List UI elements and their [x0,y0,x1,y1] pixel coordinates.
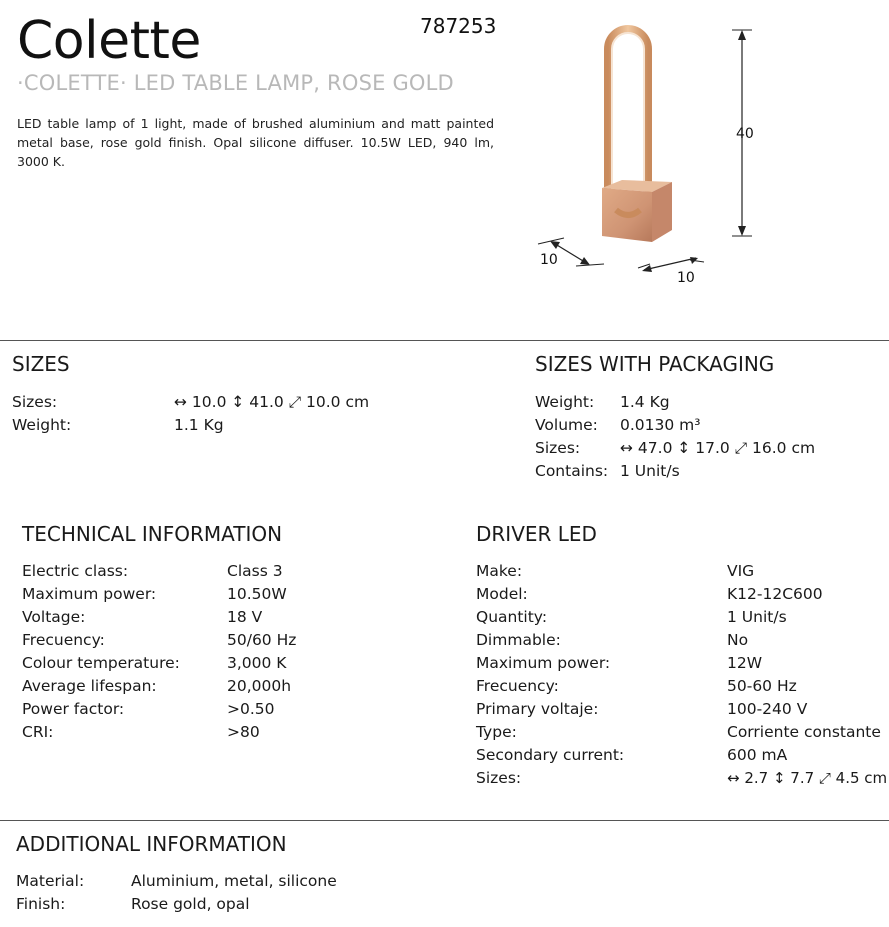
driver-value: No [727,631,749,649]
driver-value: K12-12C600 [727,585,823,603]
driver-row [476,767,887,790]
product-subtitle: ·COLETTE· LED TABLE LAMP, ROSE GOLD [17,71,454,95]
driver-value: 600 mA [727,746,788,764]
product-code: 787253 [420,14,497,38]
technical-row [22,652,442,675]
driver-section-title: DRIVER LED [476,522,597,546]
driver-label: Frecuency: [476,677,559,695]
packaging-section-title: SIZES WITH PACKAGING [535,352,775,376]
driver-label: Maximum power: [476,654,611,672]
driver-label: Primary voltaje: [476,700,599,718]
technical-section-title: TECHNICAL INFORMATION [22,522,283,546]
lamp-dimension-diagram [520,20,760,290]
technical-value: 20,000h [227,677,292,695]
technical-table [22,560,442,744]
driver-value: 50-60 Hz [727,677,797,695]
packaging-value: 1 Unit/s [620,462,680,480]
technical-label: Power factor: [22,700,125,718]
technical-row [22,698,442,721]
technical-row [22,629,442,652]
additional-section-title: ADDITIONAL INFORMATION [16,832,287,856]
section-divider [0,340,889,341]
packaging-label: Contains: [535,462,609,480]
section-divider [0,820,889,821]
driver-label: Model: [476,585,528,603]
width-dimension-label: 10 [677,270,695,286]
weight-label: Weight: [12,416,72,434]
product-description: LED table lamp of 1 light, made of brushed aluminium and matt painted metal base, rose gold finish. Opal silicone diffuser. 10.5W LED, 940 lm, 3000 K. [17,116,494,169]
driver-value: ↔ 2.7 ↕ 7.7 ⤢ 4.5 cm [727,769,888,787]
driver-label: Dimmable: [476,631,561,649]
driver-row [476,629,887,652]
material-value: Aluminium, metal, silicone [131,872,337,890]
driver-value: 1 Unit/s [727,608,787,626]
driver-row [476,744,887,767]
driver-row [476,698,887,721]
packaging-row [535,391,885,414]
technical-label: Maximum power: [22,585,157,603]
weight-value: 1.1 Kg [174,416,224,434]
technical-value: 3,000 K [227,654,287,672]
technical-value: 10.50W [227,585,287,603]
finish-value: Rose gold, opal [131,895,250,913]
sizes-table [12,391,482,437]
technical-label: CRI: [22,723,54,741]
sizes-row [12,391,482,414]
technical-row [22,675,442,698]
packaging-label: Volume: [535,416,598,434]
driver-row [476,675,887,698]
lamp-base-side [652,182,672,242]
driver-label: Quantity: [476,608,548,626]
driver-table [476,560,887,790]
driver-row [476,721,887,744]
technical-label: Voltage: [22,608,86,626]
height-dimension-label: 40 [736,126,754,142]
packaging-table [535,391,885,483]
technical-row [22,721,442,744]
depth-dimension-label: 10 [540,252,558,268]
driver-row [476,560,887,583]
technical-value: >0.50 [227,700,275,718]
technical-label: Electric class: [22,562,129,580]
packaging-label: Weight: [535,393,595,411]
packaging-value: ↔ 47.0 ↕ 17.0 ⤢ 16.0 cm [620,439,816,457]
sizes-section-title: SIZES [12,352,70,376]
sizes-label: Sizes: [12,393,58,411]
technical-value: 18 V [227,608,263,626]
technical-row [22,606,442,629]
driver-label: Sizes: [476,769,522,787]
driver-value: Corriente constante [727,723,881,741]
technical-label: Average lifespan: [22,677,157,695]
material-row [16,870,516,893]
packaging-row [535,460,885,483]
driver-value: VIG [727,562,755,580]
driver-row [476,606,887,629]
technical-label: Frecuency: [22,631,105,649]
driver-label: Type: [476,723,517,741]
technical-row [22,583,442,606]
packaging-label: Sizes: [535,439,581,457]
driver-row [476,652,887,675]
weight-row [12,414,482,437]
technical-label: Colour temperature: [22,654,180,672]
packaging-value: 0.0130 m³ [620,416,701,434]
technical-value: 50/60 Hz [227,631,297,649]
technical-value: >80 [227,723,260,741]
material-label: Material: [16,872,85,890]
driver-value: 100-240 V [727,700,808,718]
technical-row [22,560,442,583]
finish-row [16,893,516,916]
packaging-row [535,437,885,460]
packaging-row [535,414,885,437]
finish-label: Finish: [16,895,66,913]
technical-value: Class 3 [227,562,283,580]
product-title: Colette [17,11,201,71]
packaging-value: 1.4 Kg [620,393,670,411]
driver-row [476,583,887,606]
sizes-value: ↔ 10.0 ↕ 41.0 ⤢ 10.0 cm [174,393,370,411]
driver-label: Secondary current: [476,746,625,764]
driver-value: 12W [727,654,763,672]
additional-table [16,870,516,916]
driver-label: Make: [476,562,523,580]
